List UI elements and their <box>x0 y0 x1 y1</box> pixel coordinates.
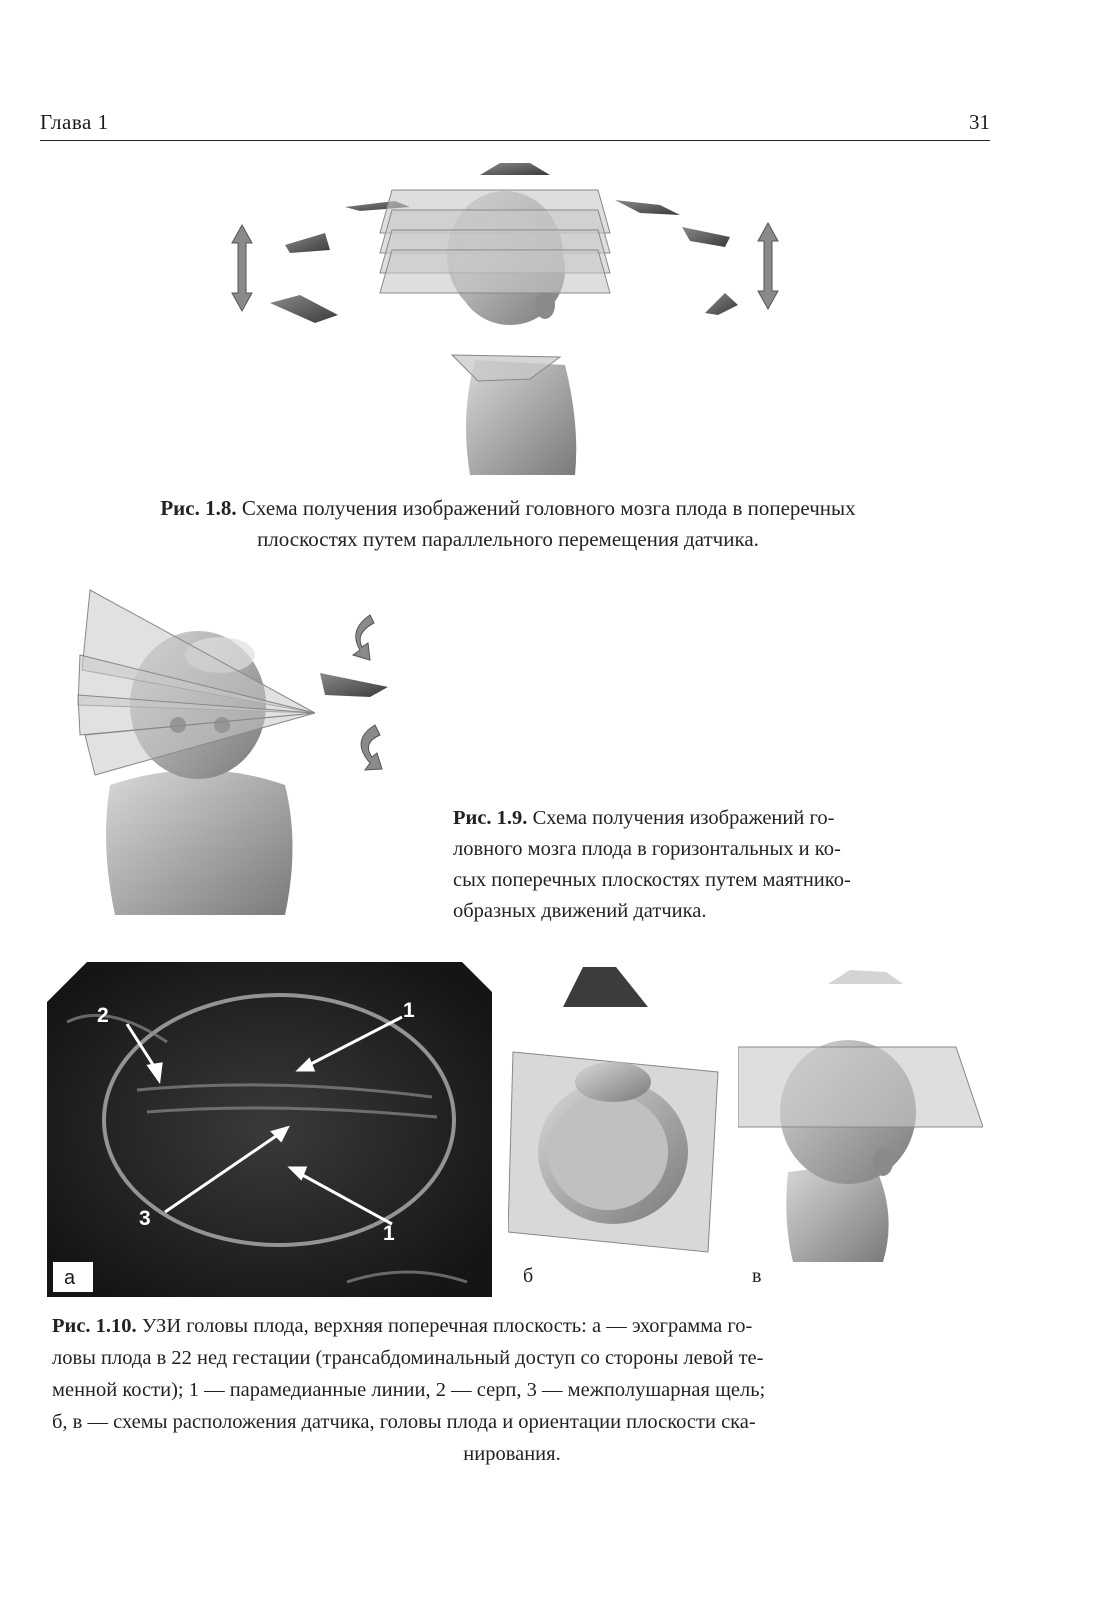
figure-1-8-label: Рис. 1.8. <box>160 496 237 520</box>
figure-1-10-line2: ловы плода в 22 нед гестации (трансабдоминальный доступ со стороны левой те- <box>52 1347 764 1369</box>
figure-1-10-caption <box>52 1310 972 1470</box>
panel-label-c: в <box>752 1265 762 1287</box>
figure-1-9-illustration <box>70 585 415 930</box>
figure-1-8-text-line2: плоскостях путем параллельного перемещения датчика. <box>257 527 759 551</box>
figure-1-9-line3: сых поперечных плоскостях путем маятнико- <box>453 869 851 891</box>
figure-1-9-caption <box>453 803 973 927</box>
ultrasound-image <box>47 962 492 1297</box>
figure-1-9-line1: Схема получения изображений го- <box>532 807 835 829</box>
left-double-arrow-icon <box>232 225 252 311</box>
rotate-arrow-icon <box>361 725 382 770</box>
figure-1-10-b-illustration <box>508 962 723 1257</box>
page-number: 31 <box>969 110 990 134</box>
marker-2: 2 <box>97 1004 109 1027</box>
panel-label-a: а <box>64 1267 76 1289</box>
marker-1-bottom: 1 <box>383 1222 395 1245</box>
figure-1-10-line5: нирования. <box>463 1443 561 1465</box>
marker-1-top: 1 <box>403 999 415 1022</box>
figure-1-10-label: Рис. 1.10. <box>52 1315 137 1337</box>
figure-1-9-line4: образных движений датчика. <box>453 900 707 922</box>
figure-1-10-line3: менной кости); 1 — парамедианные линии, 2 — серп, 3 — межполушарная щель; <box>52 1379 766 1401</box>
figure-1-10-c-illustration <box>738 962 983 1267</box>
running-header <box>40 110 990 141</box>
figure-1-8-caption <box>48 493 968 555</box>
figure-1-8-illustration <box>220 155 810 475</box>
marker-3: 3 <box>139 1207 151 1230</box>
figure-1-9-line2: ловного мозга плода в горизонтальных и ко- <box>453 838 841 860</box>
panel-label-b: б <box>523 1265 534 1287</box>
chapter-title: Глава 1 <box>40 110 109 134</box>
right-double-arrow-icon <box>758 223 778 309</box>
figure-1-10-line4: б, в — схемы расположения датчика, головы плода и ориентации плоскости ска- <box>52 1411 756 1433</box>
figure-1-10-line1: УЗИ головы плода, верхняя поперечная плоскость: а — эхограмма го- <box>141 1315 753 1337</box>
figure-1-8-text-line1: Схема получения изображений головного мозга плода в поперечных <box>241 496 856 520</box>
rotate-arrow-icon <box>353 615 374 660</box>
figure-1-9-label: Рис. 1.9. <box>453 807 528 829</box>
